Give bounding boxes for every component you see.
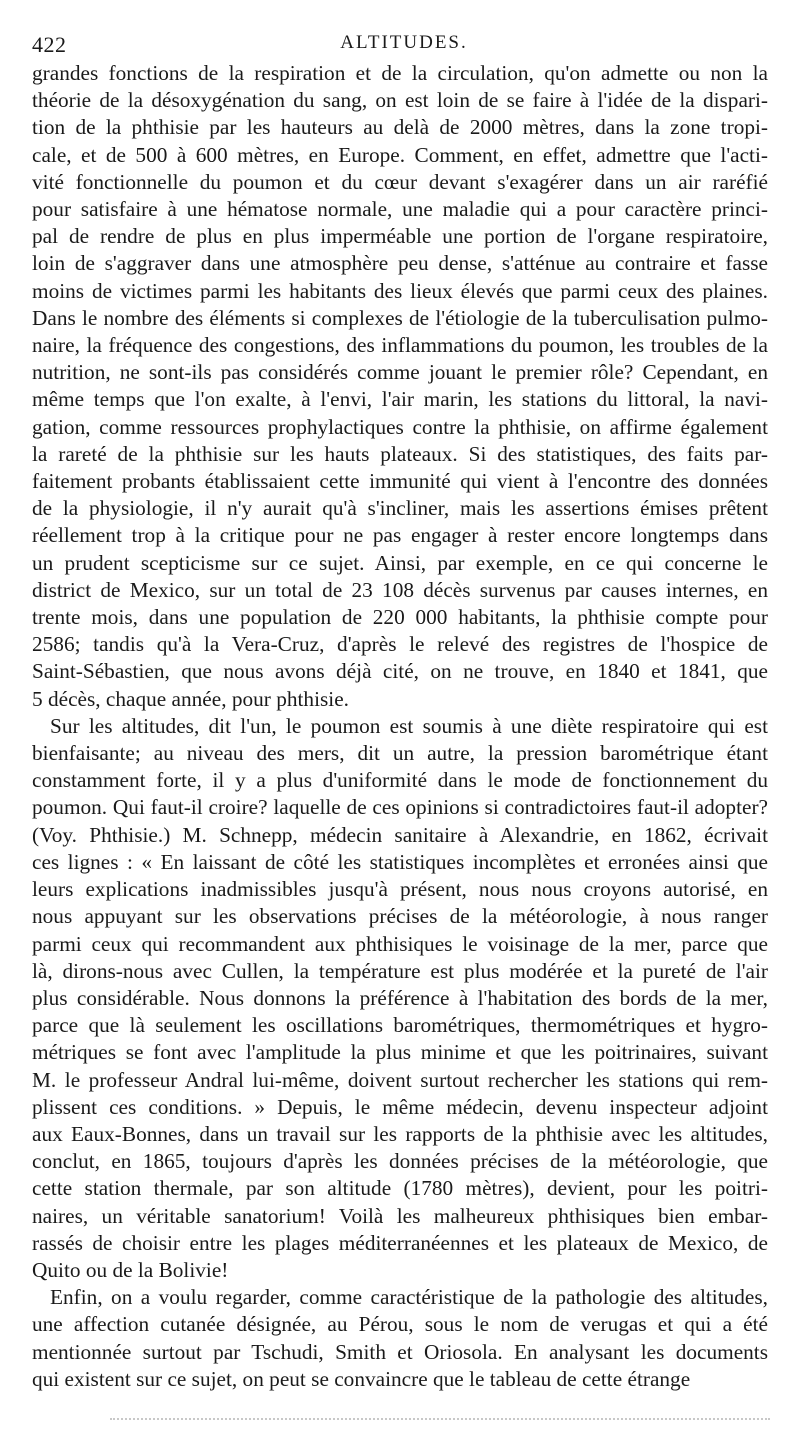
text-line: faitement probants établissaient cette immunité qui vient à l'encontre des données bbox=[32, 469, 768, 494]
text-line: naires, un véritable sanatorium! Voilà les malheureux phthisiques bien embar- bbox=[32, 1203, 768, 1228]
text-line: district de Mexico, sur un total de 23 108 décès survenus par causes internes, en bbox=[32, 577, 768, 602]
text-line: nutrition, ne sont-ils pas considérés comme jouant le premier rôle? Cependant, en bbox=[32, 360, 768, 385]
text-line: loin de s'aggraver dans une atmosphère peu dense, s'atténue au contraire et fasse bbox=[32, 251, 768, 276]
text-line: pal de rendre de plus en plus imperméable une portion de l'organe respiratoire, bbox=[32, 224, 768, 249]
text-line: poumon. Qui faut-il croire? laquelle de ces opinions si contradictoires faut-il adopter? bbox=[32, 795, 768, 820]
text-line: plus considérable. Nous donnons la préférence à l'habitation des bords de la mer, bbox=[32, 985, 768, 1010]
text-line: qui existent sur ce sujet, on peut se convaincre que le tableau de cette étrange bbox=[32, 1366, 691, 1391]
text-line: leurs explications inadmissibles jusqu'à présent, nous nous croyons autorisé, en bbox=[32, 877, 768, 902]
text-line: théorie de la désoxygénation du sang, on est loin de se faire à l'idée de la dispari- bbox=[32, 88, 768, 113]
text-line: tion de la phthisie par les hauteurs au delà de 2000 mètres, dans la zone tropi- bbox=[32, 115, 768, 140]
text-line: nous appuyant sur les observations précises de la météorologie, à nous ranger bbox=[32, 904, 768, 929]
text-line: parmi ceux qui recommandent aux phthisiques le voisinage de la mer, parce que bbox=[32, 931, 768, 956]
text-line: trente mois, dans une population de 220 000 habitants, la phthisie compte pour bbox=[32, 605, 768, 630]
text-line: Quito ou de la Bolivie! bbox=[32, 1257, 229, 1282]
text-line: naire, la fréquence des congestions, des inflammations du poumon, les troubles de la bbox=[32, 333, 768, 358]
text-line: la rareté de la phthisie sur les hauts plateaux. Si des statistiques, des faits par- bbox=[32, 441, 768, 466]
text-line: de la physiologie, il n'y aurait qu'à s'incliner, mais les assertions émises prêtent bbox=[32, 496, 768, 521]
text-line: moins de victimes parmi les habitants des lieux élevés que parmi ceux des plaines. bbox=[32, 278, 768, 303]
text-line: mentionnée surtout par Tschudi, Smith et Oriosola. En analysant les documents bbox=[32, 1339, 768, 1364]
text-line: grandes fonctions de la respiration et de la circulation, qu'on admette ou non la bbox=[32, 61, 768, 85]
text-line: Saint-Sébastien, que nous avons déjà cité, on ne trouve, en 1840 et 1841, que bbox=[32, 659, 768, 684]
text-line: cette station thermale, par son altitude (1780 mètres), devient, pour les poitri- bbox=[32, 1176, 768, 1201]
text-line: là, dirons-nous avec Cullen, la température est plus modérée et la pureté de l'air bbox=[32, 958, 768, 983]
text-line: Enfin, on a voulu regarder, comme caractéristique de la pathologie des altitudes, bbox=[50, 1285, 768, 1310]
text-line: constamment forte, il y a plus d'uniformité dans le mode de fonctionnement du bbox=[32, 768, 768, 793]
paragraph bbox=[32, 713, 768, 1284]
text-line: bienfaisante; au niveau des mers, dit un autre, la pression barométrique étant bbox=[32, 741, 768, 766]
text-line: plissent ces conditions. » Depuis, le même médecin, devenu inspecteur adjoint bbox=[32, 1094, 768, 1119]
paragraph bbox=[32, 1284, 768, 1393]
text-line: réellement trop à la critique pour ne pas engager à rester encore longtemps dans bbox=[32, 523, 768, 548]
text-line: métriques se font avec l'amplitude la plus minime et que les poitrinaires, suivant bbox=[32, 1040, 768, 1065]
body-text bbox=[32, 60, 768, 1393]
text-line: ces lignes : « En laissant de côté les statistiques incomplètes et erronées ainsi que bbox=[32, 849, 768, 874]
text-line: parce que là seulement les oscillations barométriques, thermométriques et hygro- bbox=[32, 1013, 768, 1038]
text-line: 5 décès, chaque année, pour phthisie. bbox=[32, 686, 349, 711]
text-line: (Voy. Phthisie.) M. Schnepp, médecin sanitaire à Alexandrie, en 1862, écrivait bbox=[32, 822, 768, 847]
text-line: pour satisfaire à une hématose normale, une maladie qui a pour caractère princi- bbox=[32, 197, 768, 222]
page-number: 422 bbox=[32, 32, 67, 57]
text-line: conclut, en 1865, toujours d'après les données précises de la météorologie, que bbox=[32, 1149, 768, 1174]
text-line: vité fonctionnelle du poumon et du cœur devant s'exagérer dans un air raréfié bbox=[32, 169, 768, 194]
text-line: cale, et de 500 à 600 mètres, en Europe. Comment, en effet, admettre que l'acti- bbox=[32, 142, 768, 167]
text-line: gation, comme ressources prophylactiques contre la phthisie, on affirme également bbox=[32, 414, 768, 439]
paragraph bbox=[32, 60, 768, 713]
text-line: même temps que l'on exalte, à l'envi, l'air marin, les stations du littoral, la navi- bbox=[32, 387, 768, 412]
text-line: une affection cutanée désignée, au Pérou, sous le nom de verugas et qui a été bbox=[32, 1312, 768, 1337]
text-line: 2586; tandis qu'à la Vera-Cruz, d'après le relevé des registres de l'hospice de bbox=[32, 632, 768, 657]
text-line: Dans le nombre des éléments si complexes de l'étiologie de la tuberculisation pulmo- bbox=[32, 305, 768, 330]
running-head: ALTITUDES. bbox=[340, 32, 468, 53]
text-line: aux Eaux-Bonnes, dans un travail sur les rapports de la phthisie avec les altitudes, bbox=[32, 1121, 768, 1146]
text-line: M. le professeur Andral lui-même, doivent surtout rechercher les stations qui rem- bbox=[32, 1067, 768, 1092]
page-bottom-faded-line bbox=[110, 1418, 770, 1420]
text-line: Sur les altitudes, dit l'un, le poumon est soumis à une diète respiratoire qui est bbox=[50, 713, 768, 738]
text-line: rassés de choisir entre les plages méditerranéennes et les plateaux de Mexico, de bbox=[32, 1230, 768, 1255]
text-line: un prudent scepticisme sur ce sujet. Ainsi, par exemple, en ce qui concerne le bbox=[32, 550, 768, 575]
